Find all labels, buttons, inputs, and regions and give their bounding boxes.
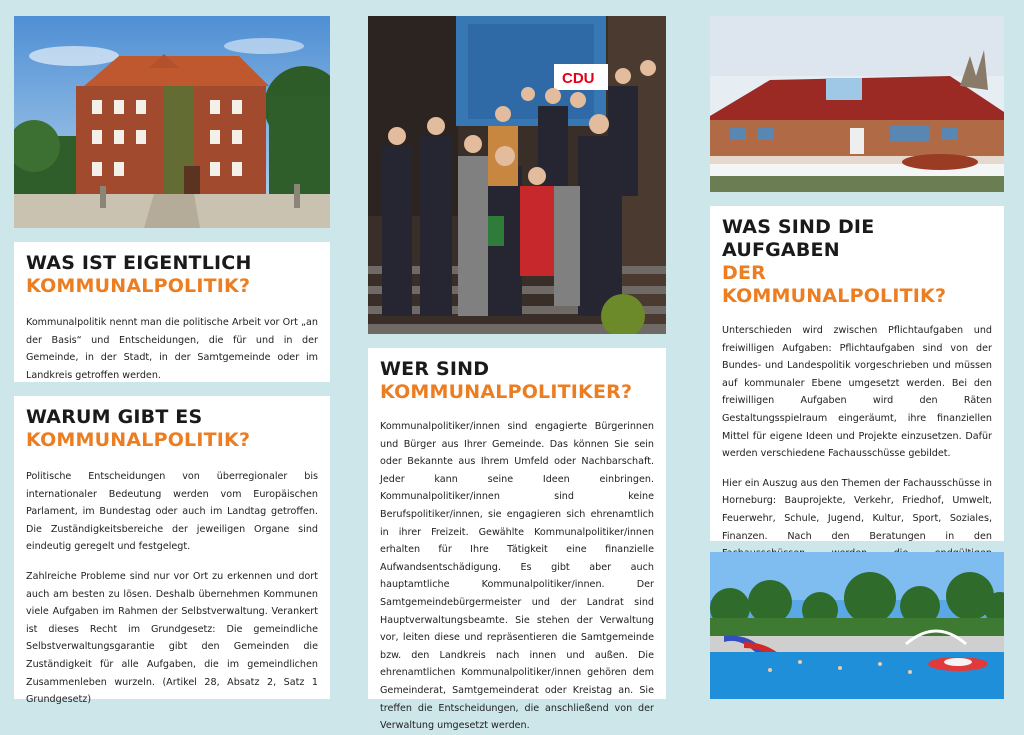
body-text: Kommunalpolitik nennt man die politische Arbeit vor Ort „an der Basis“ und Entscheidungen, die für und in der Gemeinde, in der Stadt, in der Samtgemeinde oder im Landkreis getroffen werden. bbox=[26, 317, 318, 381]
body-text: Politische Entscheidungen von überregionaler bis internationaler Bedeutung werden vom Europäischen Parlament, im Bundestag oder auch im Landtag getroffen. Die Zuständigkeitsbereiche der jeweiligen Organe sind eindeutig geregelt und festgelegt. bbox=[26, 471, 318, 553]
town-hall-photo bbox=[710, 16, 1004, 192]
section-heading: WER SIND KOMMUNALPOLITIKER? bbox=[380, 358, 633, 403]
swimming-pool-photo bbox=[710, 552, 1004, 699]
body-text: Unterschieden wird zwischen Pflichtaufgaben und freiwilligen Aufgaben: Pflichtaufgaben sind von der Bundes- und Landespolitik vorgeschrieben und müssen auf kommunaler Ebene umgesetzt werden. Bei den freiwilligen Aufgaben wird den Räten Gestaltungsspielraum eingeräumt, ihre finanziellen Mittel für eigene Ideen und Projekte einzusetzen. Dafür werden verschiedene Fachausschüsse gebildet. bbox=[722, 325, 992, 460]
wer-sind-kommunalpolitiker-box bbox=[368, 348, 666, 732]
kommunalpolitik-definition-box bbox=[14, 242, 330, 382]
castle-photo bbox=[14, 16, 330, 228]
cdu-banner-text: CDU bbox=[562, 70, 595, 87]
body-text: Hier ein Auszug aus den Themen der Fachausschüsse in Horneburg: Bauprojekte, Verkehr, Friedhof, Umwelt, Feuerwehr, Schule, Jugend, Kultur, Sport, Soziales, Finanzen. Nach den Beratungen in den bbox=[722, 477, 992, 542]
section-heading: WARUM GIBT ES KOMMUNALPOLITIK? bbox=[26, 406, 251, 451]
body-text: Zahlreiche Probleme sind nur vor Ort zu erkennen und dort auch am besten zu lösen. Deshalb übernehmen Kommunen viele Aufgaben im Rahmen der Selbstverwaltung. Verankert ist dieses Recht im Grundgesetz: Die gemeindliche Selbstverwaltungsgarantie gibt den Gemeinden die Zuständigkeit für alle Aufgaben, die im gemeindlichen Zusammenleben wurzeln. (Artikel 28, Absatz 2, Satz 1 Grundgesetz) bbox=[26, 570, 318, 706]
aufgaben-kommunalpolitik-box bbox=[710, 206, 1004, 541]
section-heading: WAS IST EIGENTLICH KOMMUNALPOLITIK? bbox=[26, 252, 252, 297]
warum-kommunalpolitik-box bbox=[14, 396, 330, 706]
body-text: Kommunalpolitiker/innen sind engagierte Bürgerinnen und Bürger aus Ihrer Gemeinde. Das können Sie sein oder Bekannte aus Ihrem Umfeld oder Nachbarschaft. Jeder kann seine Ideen einbringen. Kommunalpolitiker/innen sind keine Berufspolitiker/innen, sie engagieren sich ehrenamtlich in ihrer Freizeit. Gewählte Kommunalpolitiker/innen erhalten für Ihre Tätigkeit eine finanzielle Aufwandsentschädigung. Es gibt aber auch hauptamtliche Kommunalpolitiker/innen. Der Samtgemeindebürgermeister und der Landrat sind Hauptverwaltungsbeamte. Sie stehen der Verwaltung vor, leiten diese und repräsentieren die Samtgemeinde bzw. den Landkreis nach innen und außen. Die ehrenamtlichen Kommunalpolitiker/innen gehören dem Gemeinderat, Samtgemeinderat oder Kreistag an. Sie treffen die Entscheidungen, die anschließend von der Verwaltung umgesetzt werden. bbox=[380, 421, 654, 732]
section-heading: WAS SIND DIE AUFGABEN DER KOMMUNALPOLITIK? bbox=[722, 216, 947, 307]
group-photo bbox=[368, 16, 666, 334]
